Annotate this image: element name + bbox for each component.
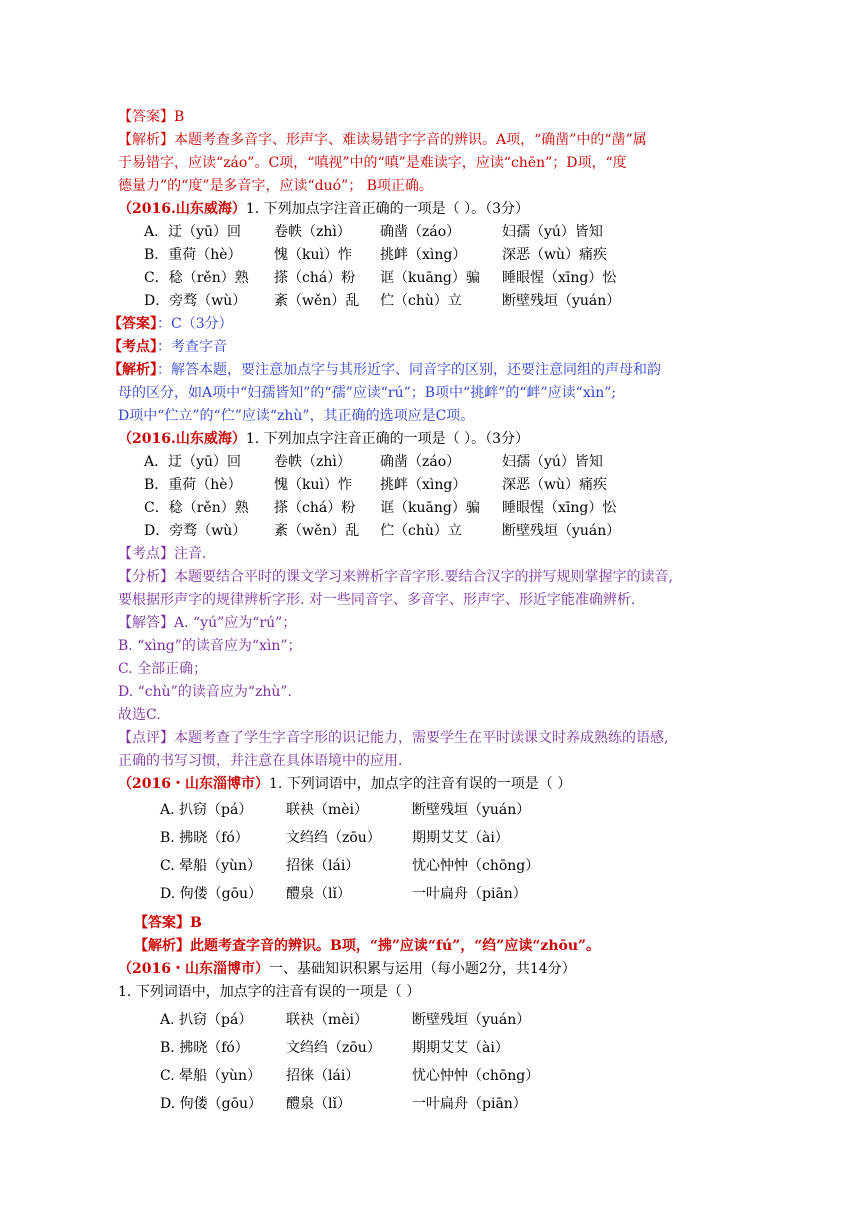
option-cell: B．重荷（hè） — [144, 247, 242, 263]
option-cell: 紊（wěn）乱 — [274, 523, 360, 539]
analysis-line: 【分析】本题要结合平时的课文学习来辨析字音字形.要结合汉字的拼写规则掌握字的读音, — [118, 569, 673, 585]
comment-line: 【点评】本题考查了学生字音字形的识记能力，需要学生在平时读课文时养成熟练的语感, — [118, 730, 669, 746]
option-row — [160, 1034, 760, 1062]
option-cell: A．迂（yū）回 — [144, 454, 242, 470]
option-cell: 断壁残垣（yuán） — [502, 293, 621, 309]
option-cell: C．稔（rěn）熟 — [144, 500, 249, 516]
analysis-line: D项中“伫立”的“伫”应读“zhù”，其正确的选项应是C项。 — [118, 408, 475, 424]
option-cell: A. 扒窃（pá） — [160, 802, 253, 818]
source-label: （2016.山东威海） — [118, 201, 246, 217]
option-cell: 愧（kuì）怍 — [274, 477, 352, 493]
question-text: 1. 下列加点字注音正确的一项是（ ）。（3分） — [245, 431, 530, 447]
answer-line: 【答案】B — [134, 915, 202, 931]
solution-line: C. 全部正确； — [118, 661, 208, 677]
option-cell: 伫（chù）立 — [380, 293, 462, 309]
option-cell: B. 拂晓（fó） — [160, 830, 249, 846]
option-cell: B. 拂晓（fó） — [160, 1040, 249, 1056]
option-row — [160, 852, 760, 880]
option-cell: 忧心忡忡（chōng） — [412, 1068, 540, 1084]
option-cell: D. 佝偻（gōu） — [160, 886, 263, 902]
section-header-line — [118, 958, 576, 980]
question-text: 1. 下列词语中，加点字的注音有误的一项是（ ） — [268, 776, 572, 792]
source-label: （2016・山东淄博市） — [118, 776, 269, 792]
option-row — [144, 451, 844, 473]
option-cell: 紊（wěn）乱 — [274, 293, 360, 309]
option-cell: D．旁骛（wù） — [144, 523, 247, 539]
option-row — [144, 520, 844, 542]
option-row — [144, 244, 844, 266]
comment-line: 正确的书写习惯，并注意在具体语境中的应用. — [118, 753, 403, 769]
option-cell: 醴泉（lǐ） — [286, 886, 351, 902]
option-row — [160, 1090, 760, 1118]
option-cell: 断壁残垣（yuán） — [412, 802, 531, 818]
solution-line: 【解答】A. “yú”应为“rú”； — [118, 615, 297, 631]
option-cell: 搽（chá）粉 — [274, 270, 356, 286]
option-cell: A．迂（yū）回 — [144, 224, 242, 240]
question-text: 1. 下列加点字注音正确的一项是（ ）。（3分） — [245, 201, 530, 217]
section-header: 一、基础知识积累与运用（每小题2分，共14分） — [268, 961, 576, 977]
analysis-label: 【解析】 — [108, 362, 157, 378]
option-cell: D. 佝偻（gōu） — [160, 1096, 263, 1112]
option-cell: 一叶扁舟（piān） — [412, 886, 527, 902]
solution-line: D. “chù”的读音应为“zhù”. — [118, 684, 292, 700]
option-row — [160, 824, 760, 852]
option-cell: 挑衅（xìng） — [380, 477, 467, 493]
option-row — [144, 267, 844, 289]
option-cell: 招徕（lái） — [286, 858, 360, 874]
question-line — [118, 428, 529, 450]
source-label: （2016.山东威海） — [118, 431, 246, 447]
option-cell: C. 晕船（yùn） — [160, 1068, 262, 1084]
point-line — [108, 336, 227, 358]
analysis-line: 要根据形声字的规律辨析字形. 对一些同音字、多音字、形声字、形近字能准确辨析. — [118, 592, 636, 608]
question-line — [118, 198, 529, 220]
option-cell: 忧心忡忡（chōng） — [412, 858, 540, 874]
option-cell: 妇孺（yú）皆知 — [502, 454, 603, 470]
option-row — [160, 1006, 760, 1034]
option-cell: A. 扒窃（pá） — [160, 1012, 253, 1028]
solution-line: B. “xìng”的读音应为“xìn”； — [118, 638, 302, 654]
answer-line: 【答案】B — [118, 109, 185, 125]
question-line — [118, 773, 571, 795]
final-answer-line: 故选C. — [118, 707, 161, 723]
option-cell: 诓（kuāng）骗 — [380, 500, 480, 516]
option-cell: 一叶扁舟（piān） — [412, 1096, 527, 1112]
option-cell: 挑衅（xìng） — [380, 247, 467, 263]
point-value: ：考查字音 — [157, 339, 227, 355]
point-label: 【考点】 — [108, 339, 157, 355]
answer-value: ：C（3分） — [157, 316, 233, 332]
option-cell: 睡眼惺（xīng）忪 — [502, 500, 617, 516]
option-cell: 确凿（záo） — [380, 224, 461, 240]
option-cell: 卷帙（zhì） — [274, 454, 351, 470]
option-cell: 联袂（mèi） — [286, 802, 369, 818]
option-cell: 断壁残垣（yuán） — [412, 1012, 531, 1028]
option-row — [144, 221, 844, 243]
option-row — [160, 796, 760, 824]
analysis-line: 于易错字，应读“záo”。C项，“嗔视”中的“嗔”是难读字，应读“chēn”；D项，“度 — [118, 155, 627, 171]
option-cell: B．重荷（hè） — [144, 477, 242, 493]
option-cell: 妇孺（yú）皆知 — [502, 224, 603, 240]
point-line: 【考点】注音. — [118, 546, 207, 562]
option-row — [160, 1062, 760, 1090]
option-cell: 搽（chá）粉 — [274, 500, 356, 516]
option-row — [160, 880, 760, 908]
option-cell: 文绉绉（zōu） — [286, 830, 381, 846]
option-cell: 睡眼惺（xīng）忪 — [502, 270, 617, 286]
analysis-line: 德量力”的“度”是多音字，应读“duó”； B项正确。 — [118, 178, 433, 194]
option-cell: 深恶（wù）痛疾 — [502, 477, 607, 493]
option-cell: 期期艾艾（ài） — [412, 830, 509, 846]
source-label: （2016・山东淄博市） — [118, 961, 269, 977]
question-line: 1. 下列词语中，加点字的注音有误的一项是（ ） — [118, 984, 421, 1000]
option-cell: 文绉绉（zōu） — [286, 1040, 381, 1056]
option-cell: 断壁残垣（yuán） — [502, 523, 621, 539]
option-cell: 期期艾艾（ài） — [412, 1040, 509, 1056]
analysis-line: 【解析】本题考查多音字、形声字、难读易错字字音的辨识。A项，“确凿”中的“凿”属 — [118, 132, 647, 148]
analysis-line — [108, 359, 661, 381]
option-cell: 愧（kuì）怍 — [274, 247, 352, 263]
analysis-line: 【解析】此题考查字音的辨识。B项，“拂”应读“fú”，“绉”应读“zhōu”。 — [134, 938, 601, 954]
answer-line — [108, 313, 233, 335]
answer-label: 【答案】 — [108, 316, 157, 332]
option-cell: C. 晕船（yùn） — [160, 858, 262, 874]
option-row — [144, 290, 844, 312]
analysis-line: 母的区分，如A项中“妇孺皆知”的“孺”应读“rú”；B项中“挑衅”的“衅”应读“xìn”; — [118, 385, 617, 401]
analysis-text: ：解答本题，要注意加点字与其形近字、同音字的区别，还要注意同组的声母和韵 — [157, 362, 661, 378]
option-cell: 诓（kuāng）骗 — [380, 270, 480, 286]
option-cell: 确凿（záo） — [380, 454, 461, 470]
option-cell: C．稔（rěn）熟 — [144, 270, 249, 286]
option-row — [144, 474, 844, 496]
option-cell: 卷帙（zhì） — [274, 224, 351, 240]
option-cell: 伫（chù）立 — [380, 523, 462, 539]
option-cell: D．旁骛（wù） — [144, 293, 247, 309]
option-row — [144, 497, 844, 519]
option-cell: 招徕（lái） — [286, 1068, 360, 1084]
option-cell: 深恶（wù）痛疾 — [502, 247, 607, 263]
option-cell: 醴泉（lǐ） — [286, 1096, 351, 1112]
option-cell: 联袂（mèi） — [286, 1012, 369, 1028]
